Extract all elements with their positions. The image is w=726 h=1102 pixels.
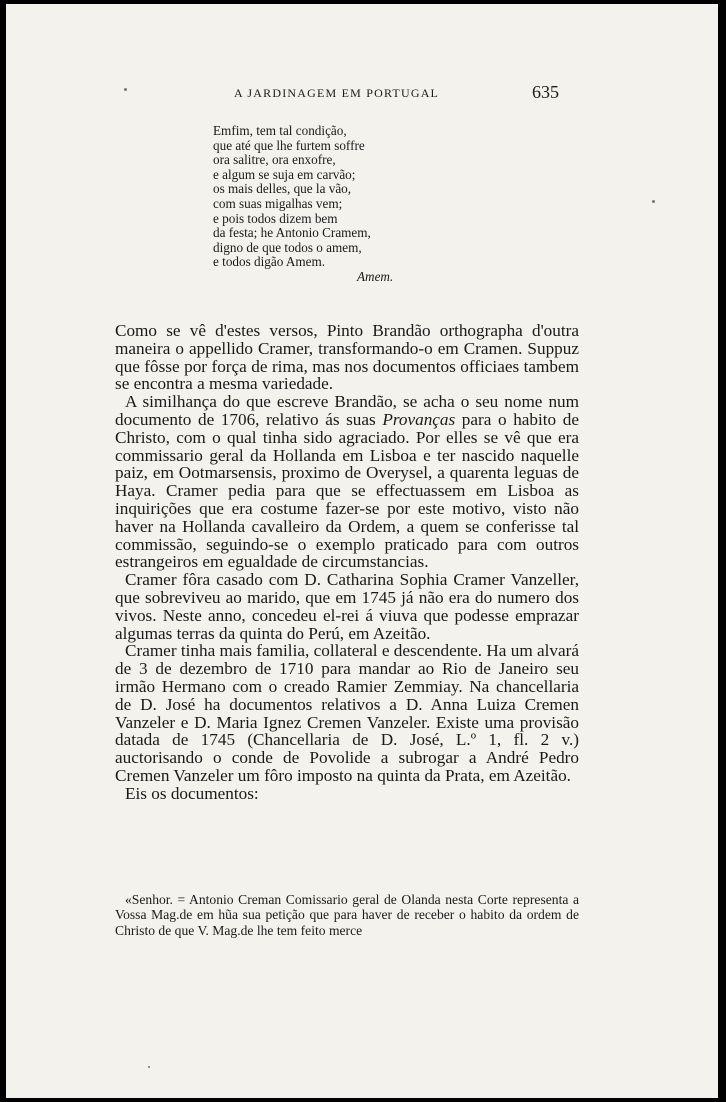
paragraph: A similhança do que escreve Brandão, se acha o seu nome num documento de 1706, relativo ás suas Provanças para o habito de Christo, com o qual tinha sido agraciado. Por elles se vê que era commissario geral da Hollanda em Lisboa e ter nascido naquelle paiz, em Ootmarsensis, proximo de Overysel, a quarenta leguas de Haya. Cramer pedia para que se effectuassem em Lisboa as inquirições que era costume fazer-se por este motivo, visto não haver na Hollanda cavalleiro da Ordem, a quem se conferisse tal commissão, seguindo-se o exemplo praticado para com outros estrangeiros em egualdade de circumstancias. bbox=[115, 392, 579, 572]
quote-text: «Senhor. = Antonio Creman Comissario geral de Olanda nesta Corte representa a Vossa Mag.de em hũa sua petição que para haver de receber o habito da ordem de Christo de que V. Mag.de lhe tem feito merce bbox=[115, 892, 579, 938]
page-header bbox=[6, 82, 718, 104]
book-page bbox=[6, 4, 718, 1098]
poem-closing: Amem. bbox=[357, 268, 394, 284]
body-text bbox=[115, 322, 579, 803]
paper-speck bbox=[124, 88, 127, 91]
poem-line: ora salitre, ora enxofre, bbox=[213, 152, 336, 168]
paper-speck bbox=[652, 200, 655, 203]
poem-line: Emfim, tem tal condição, bbox=[213, 123, 347, 138]
poem-line: que até que lhe furtem soffre bbox=[213, 137, 365, 153]
paragraph: Eis os documentos: bbox=[125, 783, 259, 803]
running-title: A JARDINAGEM EM PORTUGAL bbox=[234, 86, 440, 100]
paper-speck bbox=[148, 1066, 150, 1068]
poem bbox=[213, 124, 473, 285]
poem-line: com suas migalhas vem; bbox=[213, 195, 343, 211]
paragraph: Cramer tinha mais familia, collateral e descendente. Ha um alvará de 3 de dezembro de 1710 para mandar ao Rio de Janeiro seu irmão Hermano com o creado Ramier Zemmiay. Na chancellaria de D. José ha documentos relativos a D. Anna Luiza Cremen Vanzeler e D. Maria Ignez Cremen Vanzeler. Existe uma provisão datada de 1745 (Chancellaria de D. José, L.º 1, fl. 2 v.) auctorisando o conde de Povolide a subrogar a André Pedro Cremen Vanzeler um fôro imposto na quinta da Prata, em Azeitão. bbox=[115, 641, 579, 785]
paragraph: Como se vê d'estes versos, Pinto Brandão orthographa d'outra maneira o appellido Cramer, transformando-o em Cramen. Suppuz que fôsse por força de rima, mas nos documentos officiaes tambem se encontra a mesma variedade. bbox=[115, 321, 579, 394]
quoted-document bbox=[115, 892, 579, 938]
paragraph: Cramer fôra casado com D. Catharina Sophia Cramer Vanzeller, que sobreviveu ao marido, que em 1745 já não era do numero dos vivos. Neste anno, concedeu el-rei á viuva que podesse emprazar algumas terras da quinta do Perú, em Azeitão. bbox=[115, 570, 579, 643]
poem-line: os mais delles, que la vão, bbox=[213, 181, 352, 197]
poem-line: da festa; he Antonio Cramem, bbox=[213, 225, 371, 241]
poem-line: digno de que todos o amem, bbox=[213, 239, 362, 255]
page-number: 635 bbox=[532, 82, 559, 102]
poem-line: e algum se suja em carvão; bbox=[213, 166, 356, 182]
poem-line: e todos digão Amem. bbox=[213, 254, 326, 270]
emphasis: Provanças bbox=[382, 409, 456, 429]
poem-line: e pois todos dizem bem bbox=[213, 210, 338, 226]
